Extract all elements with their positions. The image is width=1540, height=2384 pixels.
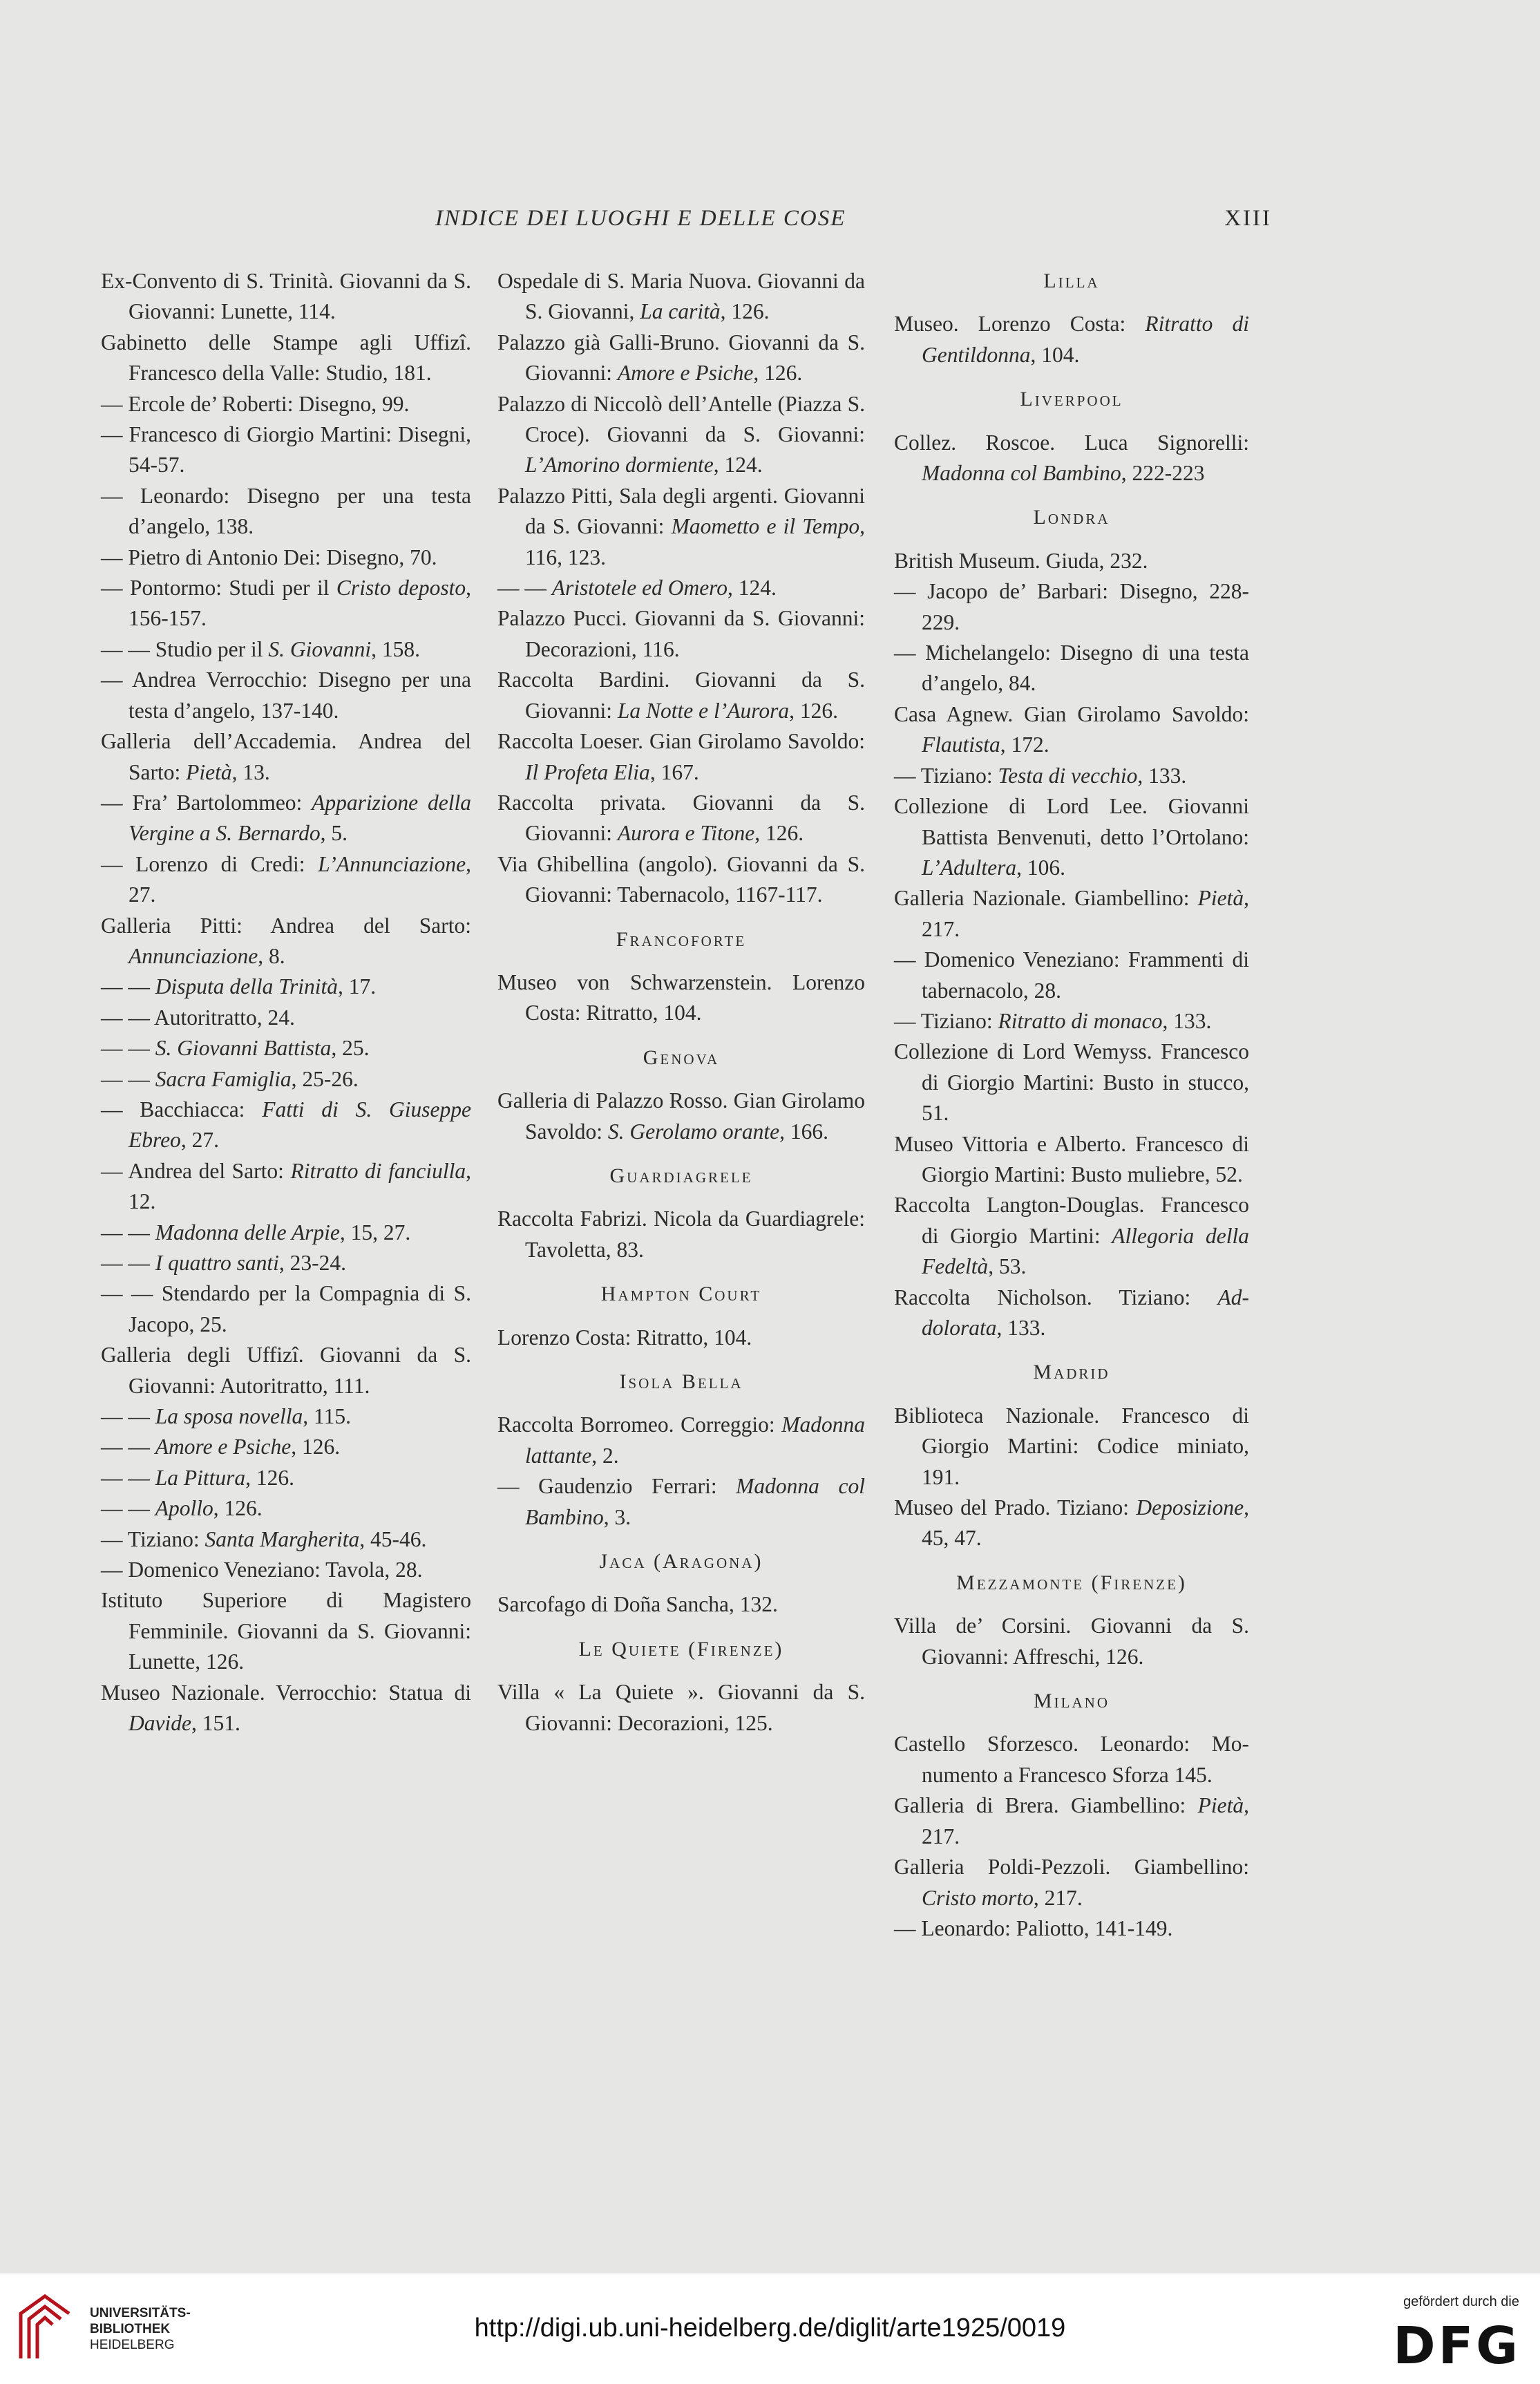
running-header <box>435 206 1272 231</box>
index-entry: Ex-Convento di S. Trinità. Giovanni da S. Giovanni: Lunette, 114. <box>101 269 471 324</box>
place-heading: Lilla <box>1043 269 1100 292</box>
place-heading: Guardiagrele <box>609 1164 753 1187</box>
index-entry: — Andrea Verrocchio: Disegno per una testa d’angelo, 137-140. <box>101 668 471 723</box>
index-entry: Galleria di Brera. Giambellino: Pietà, 217. <box>894 1793 1249 1848</box>
index-entry: Raccolta Bardini. Giovanni da S. Giovanni: La Notte e l’Aurora, 126. <box>497 668 865 723</box>
page-number: XIII <box>1224 206 1272 231</box>
index-entry: — Ercole de’ Roberti: Disegno, 99. <box>101 391 410 416</box>
index-entry: — — Sacra Famiglia, 25-26. <box>101 1066 359 1091</box>
index-entry: — Tiziano: Santa Margherita, 45-46. <box>101 1526 427 1551</box>
index-entry: Raccolta Loeser. Gian Girolamo Savoldo: Il Profeta Elia, 167. <box>497 729 865 784</box>
index-entry: Raccolta Langton-Douglas. Francesco di Giorgio Martini: Allegoria della Fedeltà, 53. <box>894 1193 1249 1279</box>
index-entry: Raccolta privata. Giovanni da S. Giovanni: Aurora e Titone, 126. <box>497 790 865 846</box>
index-entry: Museo del Prado. Tiziano: Deposizione, 45, 47. <box>894 1495 1249 1551</box>
index-entry: — — Aristotele ed Omero, 124. <box>497 576 777 600</box>
index-entry: — Pietro di Antonio Dei: Disegno, 70. <box>101 545 437 569</box>
index-entry: — Francesco di Giorgio Martini: Disegni, 54-57. <box>101 422 471 477</box>
dfg-logo: DFG <box>1393 2316 1521 2376</box>
index-entry: Galleria Poldi-Pezzoli. Giambellino: Cristo morto, 217. <box>894 1855 1249 1910</box>
index-entry: Sarcofago di Doña Sancha, 132. <box>497 1592 778 1617</box>
index-entry: Collezione di Lord Wemyss. Francesco di Giorgio Martini: Busto in stucco, 51. <box>894 1039 1249 1126</box>
index-entry: Biblioteca Nazionale. Francesco di Giorgio Martini: Codice miniato, 191. <box>894 1403 1249 1489</box>
index-entry: Museo von Schwarzenstein. Lorenzo Costa: Ritratto, 104. <box>497 969 865 1025</box>
index-entry: Castello Sforzesco. Leonardo: Monumento a Francesco Sforza 145. <box>894 1732 1249 1787</box>
index-entry: — Bacchiacca: Fatti di S. Giuseppe Ebreo, 27. <box>101 1097 471 1153</box>
index-entry: — Lorenzo di Credi: L’Annunciazione, 27. <box>101 851 471 907</box>
place-heading: Liverpool <box>1020 388 1123 411</box>
index-entry: — Tiziano: Ritratto di monaco, 133. <box>894 1008 1212 1033</box>
library-name-line3: HEIDELBERG <box>90 2338 175 2352</box>
index-entry: — — Madonna delle Arpie, 15, 27. <box>101 1220 411 1245</box>
header-title: INDICE DEI LUOGHI E DELLE COSE <box>435 206 846 231</box>
index-entry: — Fra’ Bartolommeo: Apparizione della Vergine a S. Bernardo, 5. <box>101 790 471 846</box>
index-entry: — — Studio per il S. Giovanni, 158. <box>101 636 420 661</box>
index-entry: Museo Nazionale. Verrocchio: Statua di Davide, 151. <box>101 1680 471 1736</box>
index-entry: Galleria dell’Accademia. Andrea del Sarto: Pietà, 13. <box>101 729 471 784</box>
index-entry: Galleria di Palazzo Rosso. Gian Girolamo Savoldo: S. Gerolamo orante, 166. <box>497 1088 865 1144</box>
index-entry: Raccolta Nicholson. Tiziano: Addolorata, 133. <box>894 1285 1249 1340</box>
index-entry: — Domenico Veneziano: Tavola, 28. <box>101 1558 423 1582</box>
index-column-2 <box>497 266 865 1739</box>
index-entry: Gabinetto delle Stampe agli Uffizî. Francesco della Valle: Studio, 181. <box>101 330 471 386</box>
index-entry: — — S. Giovanni Battista, 25. <box>101 1036 370 1061</box>
index-entry: Collez. Roscoe. Luca Signorelli: Madonna col Bambino, 222-223 <box>894 430 1249 486</box>
index-entry: — — Stendardo per la Compagnia di S. Jacopo, 25. <box>101 1281 471 1336</box>
place-heading: Le Quiete (Firenze) <box>578 1637 784 1661</box>
place-heading: Francoforte <box>616 927 747 951</box>
index-entry: Palazzo Pucci. Giovanni da S. Giovanni: Decorazioni, 116. <box>497 606 865 661</box>
place-heading: Genova <box>643 1046 720 1069</box>
place-heading: Hampton Court <box>600 1283 762 1306</box>
library-name-line1: UNIVERSITÄTS- <box>90 2306 191 2320</box>
index-entry: Istituto Superiore di Magistero Femminile. Giovanni da S. Giovanni: Lunette, 126. <box>101 1588 471 1674</box>
index-column-3 <box>894 266 1249 1944</box>
index-entry: — — Apollo, 126. <box>101 1496 263 1521</box>
index-entry: Lorenzo Costa: Ritratto, 104. <box>497 1325 752 1350</box>
index-entry: Galleria Pitti: Andrea del Sarto: Annunciazione, 8. <box>101 913 471 968</box>
index-entry: Galleria Nazionale. Giambellino: Pietà, 217. <box>894 886 1249 941</box>
index-entry: Palazzo di Niccolò dell’Antelle (Piazza S. Croce). Giovanni da S. Giovanni: L’Amorino dormiente, 124. <box>497 391 865 477</box>
index-entry: — Leonardo: Paliotto, 141-149. <box>894 1915 1173 1940</box>
index-entry: — Leonardo: Disegno per una testa d’angelo, 138. <box>101 483 471 539</box>
place-heading: Milano <box>1034 1690 1110 1713</box>
index-entry: Villa de’ Corsini. Giovanni da S. Giovanni: Affreschi, 126. <box>894 1614 1249 1669</box>
place-heading: Londra <box>1033 506 1110 529</box>
index-entry: Casa Agnew. Gian Girolamo Savoldo: Flautista, 172. <box>894 701 1249 757</box>
index-column-1 <box>101 266 471 1739</box>
place-heading: Jaca (Aragona) <box>599 1550 763 1573</box>
source-url-link[interactable]: http://digi.ub.uni-heidelberg.de/diglit/arte1925/0019 <box>474 2314 1066 2343</box>
index-entry: Raccolta Fabrizi. Nicola da Guardiagrele: Tavoletta, 83. <box>497 1207 865 1262</box>
index-entry: British Museum. Giuda, 232. <box>894 548 1148 573</box>
digitization-footer <box>0 2273 1540 2384</box>
index-entry: Palazzo già Galli-Bruno. Giovanni da S. Giovanni: Amore e Psiche, 126. <box>497 330 865 386</box>
place-heading: Mezzamonte (Firenze) <box>956 1571 1187 1594</box>
index-entry: Villa « La Quiete ». Giovanni da S. Giovanni: Decorazioni, 125. <box>497 1680 865 1735</box>
place-heading: Madrid <box>1033 1361 1110 1384</box>
index-entry: — — Disputa della Trinità, 17. <box>101 974 377 999</box>
index-entry: — Andrea del Sarto: Ritratto di fanciulla, 12. <box>101 1158 471 1214</box>
index-entry: Via Ghibellina (angolo). Giovanni da S. Giovanni: Tabernacolo, 1167-117. <box>497 851 865 907</box>
index-entry: — Tiziano: Testa di vecchio, 133. <box>894 763 1187 788</box>
place-heading: Isola Bella <box>619 1370 743 1393</box>
index-entry: — — La sposa novella, 115. <box>101 1404 351 1429</box>
index-entry: — — La Pittura, 126. <box>101 1465 295 1490</box>
library-name-line2: BIBLIOTHEK <box>90 2322 171 2336</box>
funding-label: gefördert durch die <box>1403 2294 1519 2309</box>
index-entry: Galleria degli Uffizî. Giovanni da S. Giovanni: Autoritratto, 111. <box>101 1343 471 1398</box>
index-entry: Museo. Lorenzo Costa: Ritratto di Gentildonna, 104. <box>894 312 1249 367</box>
index-entry: — — I quattro santi, 23-24. <box>101 1251 346 1275</box>
index-entry: — Jacopo de’ Barbari: Disegno, 228-229. <box>894 579 1249 634</box>
index-entry: Palazzo Pitti, Sala degli argenti. Giovanni da S. Giovanni: Maometto e il Tempo, 116, 123. <box>497 483 865 569</box>
index-entry: — Gaudenzio Ferrari: Madonna col Bambino, 3. <box>497 1474 865 1529</box>
index-entry: — — Autoritratto, 24. <box>101 1005 295 1030</box>
index-entry: — Michelangelo: Disegno di una testa d’angelo, 84. <box>894 641 1249 696</box>
index-entry: Raccolta Borromeo. Correggio: Madonna lattante, 2. <box>497 1412 865 1468</box>
index-entry: — Pontormo: Studi per il Cristo deposto, 156-157. <box>101 576 471 631</box>
index-entry: Ospedale di S. Maria Nuova. Giovanni da S. Giovanni, La carità, 126. <box>497 269 865 324</box>
index-entry: — — Amore e Psiche, 126. <box>101 1435 341 1459</box>
index-entry: — Domenico Veneziano: Frammenti di tabernacolo, 28. <box>894 947 1249 1003</box>
index-entry: Museo Vittoria e Alberto. Francesco di Giorgio Martini: Busto muliebre, 52. <box>894 1131 1249 1186</box>
index-entry: Collezione di Lord Lee. Giovanni Battista Benvenuti, detto l’Ortolano: L’Adultera, 106. <box>894 794 1249 880</box>
